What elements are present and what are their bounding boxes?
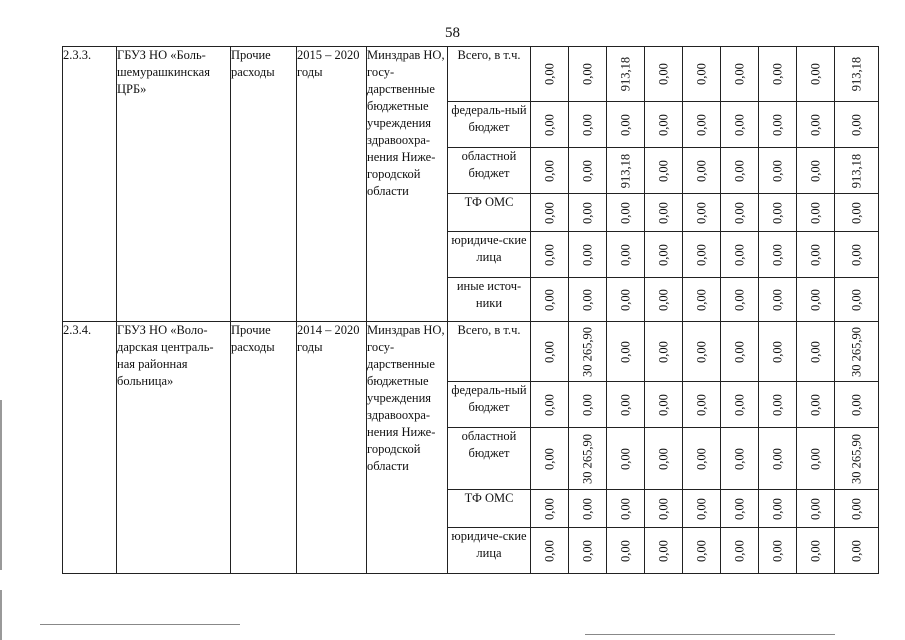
amount-cell [683, 148, 721, 194]
amount-value: 0,00 [694, 539, 708, 562]
amount-value: 30 265,90 [580, 433, 594, 484]
amount-cell [645, 322, 683, 382]
amount-value: 0,00 [694, 113, 708, 136]
amount-cell [759, 382, 797, 428]
amount-value: 0,00 [656, 340, 670, 363]
amount-cell [797, 102, 835, 148]
amount-cell [835, 528, 879, 574]
amount-value: 0,00 [849, 393, 863, 416]
amount-value: 0,00 [580, 201, 594, 224]
amount-cell [759, 428, 797, 490]
amount-value: 0,00 [580, 63, 594, 85]
amount-cell [645, 278, 683, 322]
amount-cell [797, 232, 835, 278]
amount-value: 0,00 [656, 201, 670, 224]
amount-value: 0,00 [732, 113, 746, 136]
amount-value: 913,18 [618, 56, 632, 92]
funding-source: федераль-ный бюджет [448, 382, 531, 428]
amount-cell [835, 232, 879, 278]
amount-value: 0,00 [849, 497, 863, 520]
amount-cell [759, 47, 797, 102]
amount-cell [569, 382, 607, 428]
expense-type: Прочие расходы [231, 322, 297, 574]
amount-value: 0,00 [618, 539, 632, 562]
amount-value: 0,00 [770, 539, 784, 562]
amount-value: 0,00 [732, 340, 746, 363]
amount-value: 0,00 [732, 539, 746, 562]
amount-value: 0,00 [770, 243, 784, 266]
amount-cell [531, 148, 569, 194]
responsible-executor: Минздрав НО, госу-дарственные бюджетные учреждения здравоохра-нения Ниже-городской области [367, 322, 448, 574]
funding-source: юридиче-ские лица [448, 528, 531, 574]
amount-cell [607, 148, 645, 194]
amount-cell [569, 490, 607, 528]
amount-value: 913,18 [618, 153, 632, 188]
amount-cell [607, 278, 645, 322]
amount-cell [607, 194, 645, 232]
amount-value: 913,18 [849, 56, 863, 92]
amount-value: 30 265,90 [849, 433, 863, 484]
amount-cell [759, 528, 797, 574]
amount-cell [759, 102, 797, 148]
amount-value: 0,00 [732, 288, 746, 311]
amount-cell [531, 232, 569, 278]
amount-value: 0,00 [694, 497, 708, 520]
amount-value: 0,00 [656, 288, 670, 311]
amount-cell [569, 232, 607, 278]
amount-cell [569, 148, 607, 194]
amount-cell [683, 322, 721, 382]
amount-value: 0,00 [770, 159, 784, 182]
amount-cell [683, 47, 721, 102]
funding-source: областной бюджет [448, 148, 531, 194]
amount-value: 0,00 [808, 447, 822, 470]
amount-cell [645, 194, 683, 232]
amount-value: 0,00 [849, 243, 863, 266]
amount-value: 0,00 [808, 497, 822, 520]
amount-cell [645, 428, 683, 490]
table-row [63, 47, 879, 102]
amount-value: 0,00 [580, 539, 594, 562]
amount-cell [645, 148, 683, 194]
amount-value: 913,18 [849, 153, 863, 188]
amount-value: 0,00 [732, 447, 746, 470]
amount-value: 0,00 [732, 243, 746, 266]
amount-cell [683, 232, 721, 278]
amount-cell [569, 47, 607, 102]
amount-value: 0,00 [770, 201, 784, 224]
institution-name: ГБУЗ НО «Боль-шемурашкинская ЦРБ» [117, 47, 231, 322]
amount-cell [797, 194, 835, 232]
amount-cell [721, 428, 759, 490]
amount-cell [759, 278, 797, 322]
amount-cell [645, 102, 683, 148]
amount-value: 0,00 [580, 159, 594, 182]
amount-cell [721, 528, 759, 574]
amount-cell [531, 382, 569, 428]
amount-cell [721, 322, 759, 382]
amount-value: 0,00 [656, 447, 670, 470]
amount-value: 0,00 [694, 340, 708, 363]
amount-cell [759, 232, 797, 278]
amount-value: 0,00 [580, 393, 594, 416]
amount-cell [759, 148, 797, 194]
amount-value: 0,00 [656, 159, 670, 182]
amount-value: 0,00 [770, 340, 784, 363]
funding-source: Всего, в т.ч. [448, 47, 531, 102]
amount-value: 30 265,90 [849, 326, 863, 377]
amount-cell [797, 47, 835, 102]
amount-cell [683, 528, 721, 574]
amount-value: 0,00 [694, 159, 708, 182]
budget-table [62, 46, 879, 574]
amount-value: 0,00 [542, 539, 556, 562]
amount-cell [531, 47, 569, 102]
amount-cell [797, 382, 835, 428]
amount-cell [797, 278, 835, 322]
amount-value: 0,00 [694, 63, 708, 85]
amount-value: 0,00 [542, 340, 556, 363]
amount-value: 0,00 [542, 393, 556, 416]
amount-value: 0,00 [694, 447, 708, 470]
footer-rule [40, 624, 240, 625]
funding-source: областной бюджет [448, 428, 531, 490]
amount-value: 0,00 [542, 447, 556, 470]
amount-cell [721, 278, 759, 322]
amount-value: 0,00 [694, 201, 708, 224]
amount-value: 0,00 [770, 113, 784, 136]
amount-cell [797, 528, 835, 574]
amount-value: 0,00 [656, 63, 670, 85]
amount-cell [835, 278, 879, 322]
amount-cell [721, 148, 759, 194]
amount-value: 0,00 [694, 393, 708, 416]
amount-value: 0,00 [849, 288, 863, 311]
amount-value: 0,00 [849, 539, 863, 562]
amount-value: 0,00 [808, 340, 822, 363]
amount-cell [721, 194, 759, 232]
entry-code: 2.3.3. [63, 47, 117, 322]
amount-value: 0,00 [618, 113, 632, 136]
table-row [63, 322, 879, 382]
amount-value: 0,00 [656, 243, 670, 266]
amount-cell [683, 278, 721, 322]
amount-cell [645, 232, 683, 278]
amount-value: 0,00 [618, 393, 632, 416]
scan-edge-mark [0, 590, 2, 640]
amount-cell [835, 428, 879, 490]
amount-cell [835, 47, 879, 102]
amount-value: 0,00 [849, 201, 863, 224]
amount-cell [531, 278, 569, 322]
funding-source: ТФ ОМС [448, 194, 531, 232]
amount-cell [835, 148, 879, 194]
amount-value: 0,00 [618, 447, 632, 470]
amount-value: 0,00 [732, 393, 746, 416]
amount-value: 0,00 [732, 201, 746, 224]
amount-cell [797, 428, 835, 490]
amount-cell [569, 528, 607, 574]
amount-cell [645, 528, 683, 574]
amount-cell [607, 382, 645, 428]
amount-cell [721, 490, 759, 528]
amount-cell [607, 490, 645, 528]
amount-value: 0,00 [808, 113, 822, 136]
amount-cell [569, 278, 607, 322]
amount-cell [759, 490, 797, 528]
amount-cell [645, 47, 683, 102]
amount-value: 0,00 [656, 113, 670, 136]
funding-source: федераль-ный бюджет [448, 102, 531, 148]
amount-value: 0,00 [808, 393, 822, 416]
amount-cell [531, 490, 569, 528]
amount-value: 0,00 [770, 63, 784, 85]
amount-value: 0,00 [808, 201, 822, 224]
amount-cell [835, 102, 879, 148]
implementation-period: 2015 – 2020 годы [297, 47, 367, 322]
amount-cell [683, 194, 721, 232]
funding-source: Всего, в т.ч. [448, 322, 531, 382]
amount-value: 0,00 [542, 113, 556, 136]
amount-cell [569, 322, 607, 382]
amount-value: 0,00 [732, 159, 746, 182]
amount-cell [721, 102, 759, 148]
amount-value: 0,00 [770, 497, 784, 520]
amount-cell [531, 528, 569, 574]
amount-cell [721, 47, 759, 102]
amount-cell [835, 322, 879, 382]
amount-value: 0,00 [542, 63, 556, 85]
amount-cell [759, 194, 797, 232]
amount-cell [607, 47, 645, 102]
amount-value: 0,00 [732, 497, 746, 520]
amount-value: 0,00 [808, 539, 822, 562]
amount-cell [797, 148, 835, 194]
amount-cell [645, 382, 683, 428]
amount-cell [607, 232, 645, 278]
amount-cell [607, 322, 645, 382]
amount-cell [721, 382, 759, 428]
amount-cell [797, 322, 835, 382]
amount-cell [607, 102, 645, 148]
page-number: 58 [445, 25, 460, 41]
amount-cell [607, 428, 645, 490]
amount-value: 0,00 [580, 113, 594, 136]
funding-source: ТФ ОМС [448, 490, 531, 528]
amount-value: 30 265,90 [580, 326, 594, 377]
expense-type: Прочие расходы [231, 47, 297, 322]
amount-value: 0,00 [618, 243, 632, 266]
amount-cell [835, 382, 879, 428]
entry-code: 2.3.4. [63, 322, 117, 574]
funding-source: иные источ-ники [448, 278, 531, 322]
amount-cell [721, 232, 759, 278]
amount-value: 0,00 [542, 159, 556, 182]
amount-cell [835, 194, 879, 232]
amount-cell [531, 194, 569, 232]
amount-value: 0,00 [618, 288, 632, 311]
amount-cell [759, 322, 797, 382]
amount-cell [531, 322, 569, 382]
amount-value: 0,00 [618, 497, 632, 520]
institution-name: ГБУЗ НО «Воло-дарская централь-ная районная больница» [117, 322, 231, 574]
amount-cell [683, 428, 721, 490]
funding-source: юридиче-ские лица [448, 232, 531, 278]
amount-cell [569, 428, 607, 490]
footer-rule [585, 634, 835, 635]
amount-value: 0,00 [618, 201, 632, 224]
amount-value: 0,00 [694, 243, 708, 266]
amount-cell [683, 102, 721, 148]
amount-value: 0,00 [656, 393, 670, 416]
amount-cell [645, 490, 683, 528]
responsible-executor: Минздрав НО, госу-дарственные бюджетные учреждения здравоохра-нения Ниже-городской области [367, 47, 448, 322]
amount-value: 0,00 [618, 340, 632, 363]
scan-edge-mark [0, 400, 2, 570]
amount-value: 0,00 [542, 201, 556, 224]
amount-value: 0,00 [542, 288, 556, 311]
amount-value: 0,00 [656, 497, 670, 520]
amount-cell [569, 102, 607, 148]
amount-cell [797, 490, 835, 528]
amount-cell [683, 382, 721, 428]
amount-value: 0,00 [580, 497, 594, 520]
amount-value: 0,00 [849, 113, 863, 136]
amount-value: 0,00 [580, 243, 594, 266]
amount-value: 0,00 [808, 288, 822, 311]
amount-cell [683, 490, 721, 528]
amount-value: 0,00 [542, 497, 556, 520]
amount-cell [835, 490, 879, 528]
amount-cell [569, 194, 607, 232]
amount-value: 0,00 [808, 159, 822, 182]
amount-value: 0,00 [770, 288, 784, 311]
amount-value: 0,00 [580, 288, 594, 311]
implementation-period: 2014 – 2020 годы [297, 322, 367, 574]
amount-cell [607, 528, 645, 574]
amount-value: 0,00 [808, 243, 822, 266]
amount-value: 0,00 [656, 539, 670, 562]
amount-value: 0,00 [808, 63, 822, 85]
amount-cell [531, 428, 569, 490]
amount-value: 0,00 [542, 243, 556, 266]
amount-cell [531, 102, 569, 148]
amount-value: 0,00 [770, 393, 784, 416]
amount-value: 0,00 [694, 288, 708, 311]
amount-value: 0,00 [732, 63, 746, 85]
amount-value: 0,00 [770, 447, 784, 470]
